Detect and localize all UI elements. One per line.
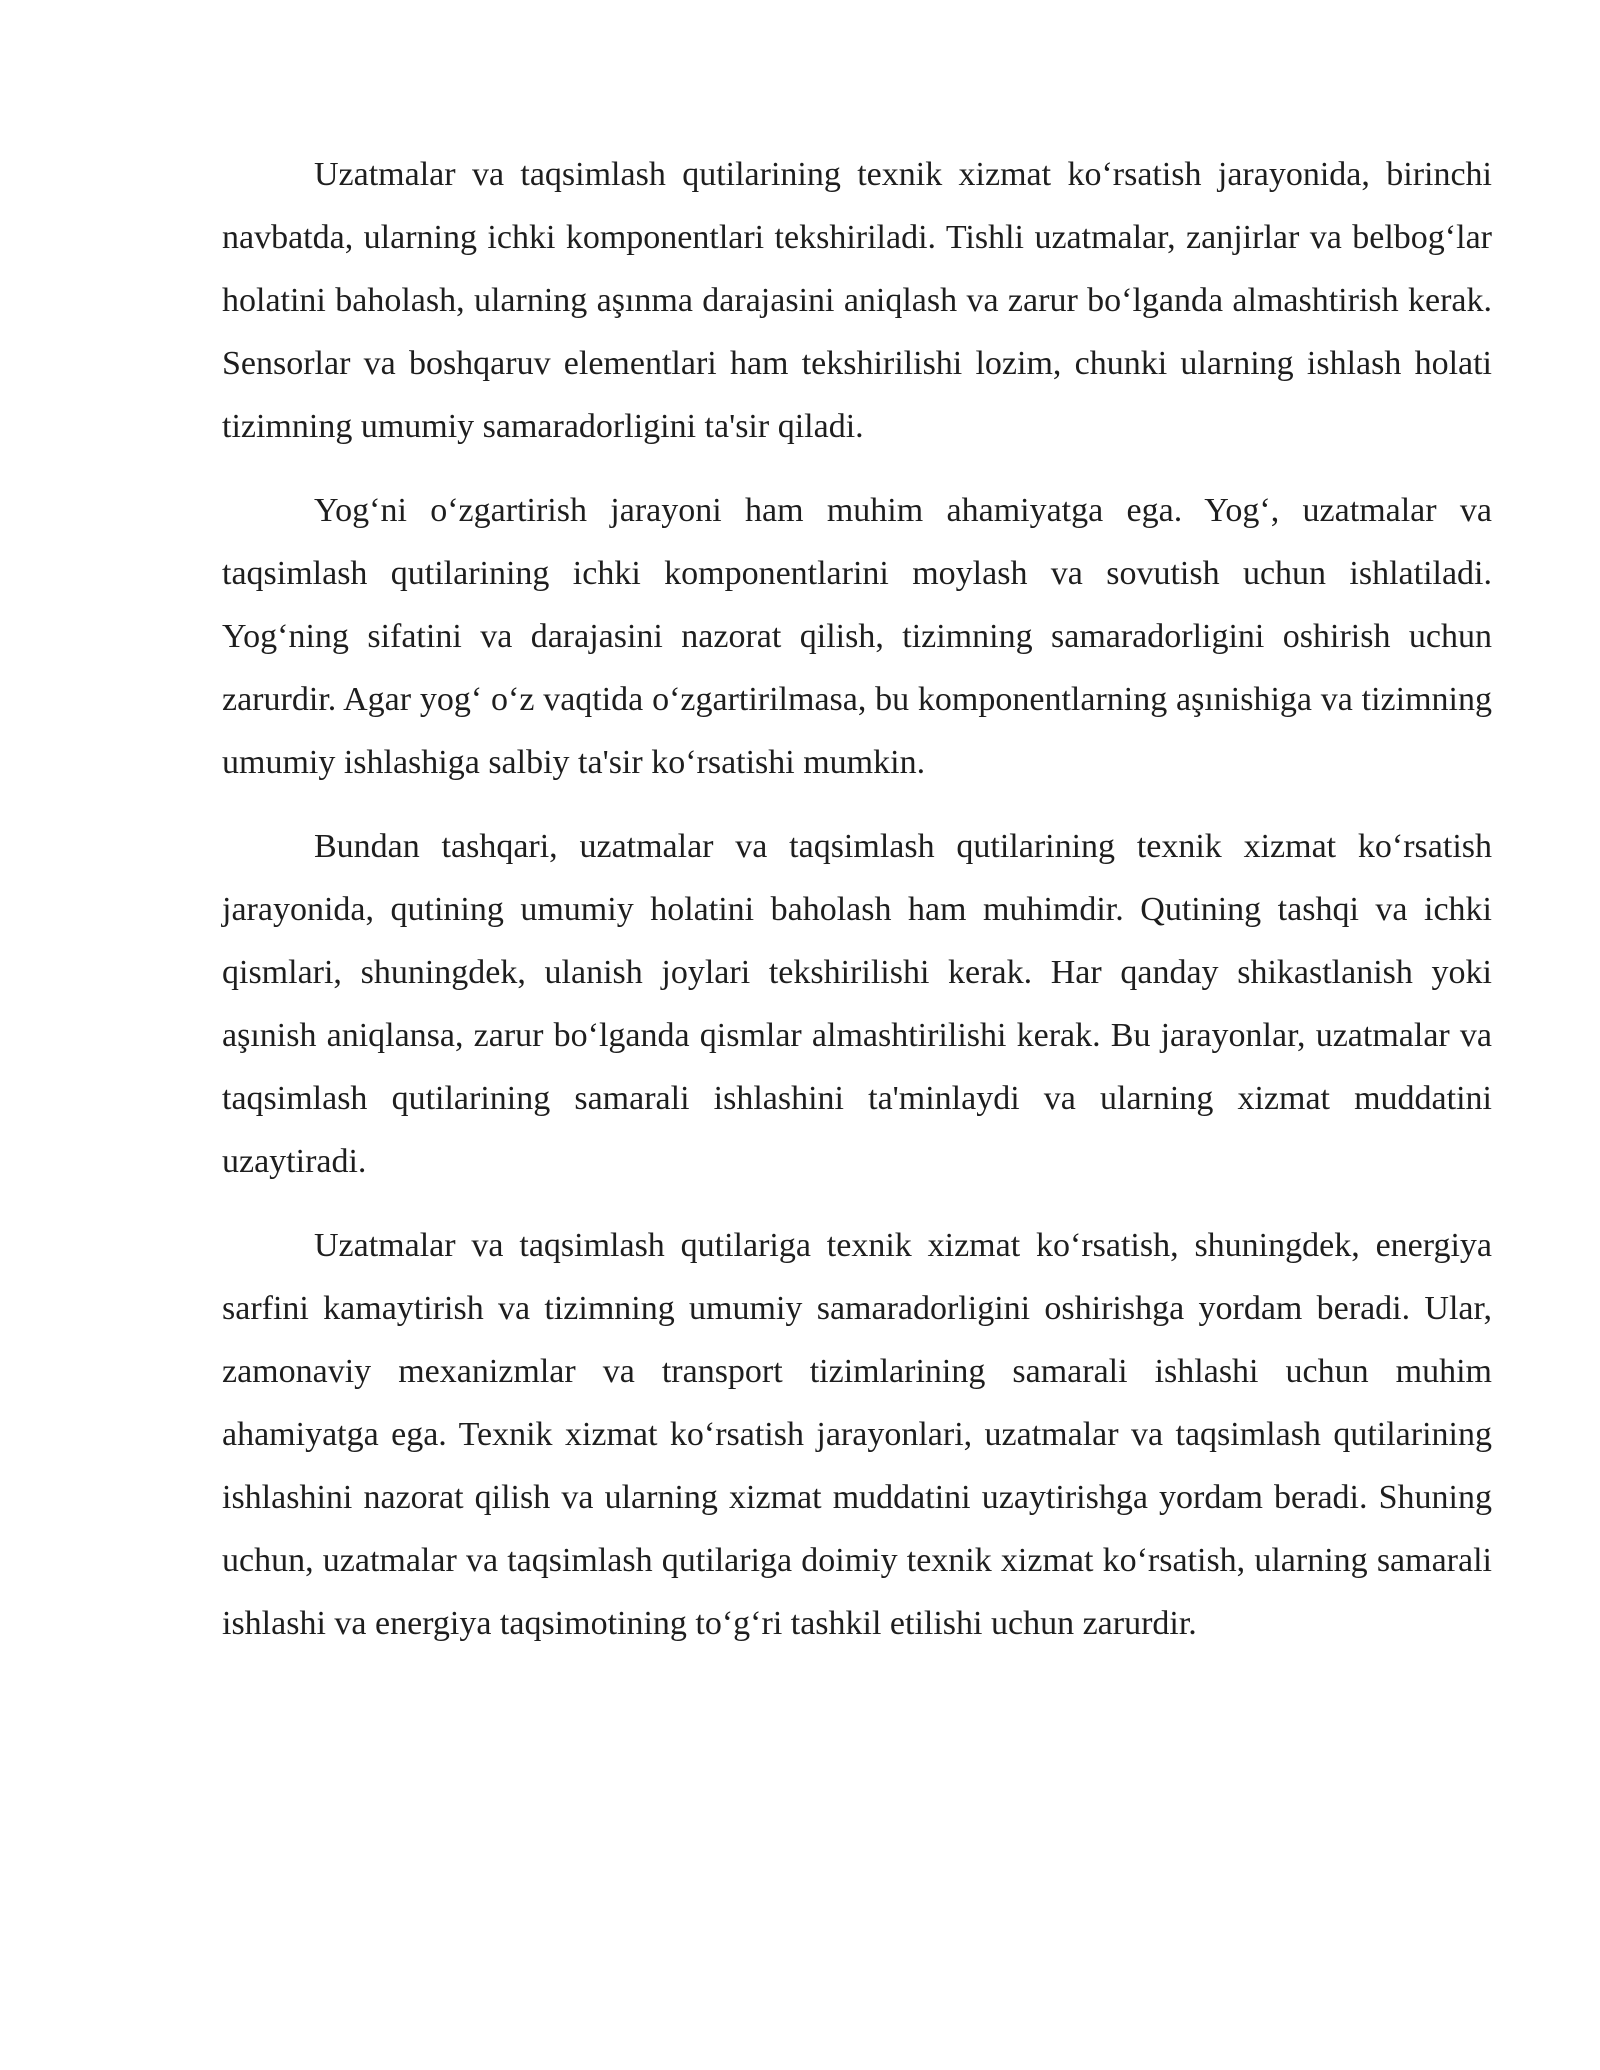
paragraph-3: Bundan tashqari, uzatmalar va taqsimlash qutilarining texnik xizmat ko‘rsatish jarayonida, qutining umumiy holatini baholash ham muhimdir. Qutining tashqi va ichki qismlari, shuningdek, ulanish joylari tekshirilishi kerak. Har qanday shikastlanish yoki aşınish aniqlansa, zarur bo‘lganda qismlar almashtirilishi kerak. Bu jarayonlar, uzatmalar va taqsimlash qutilarining samarali ishlashini ta'minlaydi va ularning xizmat muddatini uzaytiradi. [222, 828, 1492, 1180]
paragraph-1: Uzatmalar va taqsimlash qutilarining texnik xizmat ko‘rsatish jarayonida, birinchi navbatda, ularning ichki komponentlari tekshiriladi. Tishli uzatmalar, zanjirlar va belbog‘lar holatini baholash, ularning aşınma darajasini aniqlash va zarur bo‘lganda almashtirish kerak. Sensorlar va boshqaruv elementlari ham tekshirilishi lozim, chunki ularning ishlash holati tizimning umumiy samaradorligini ta'sir qiladi. [222, 156, 1492, 445]
document-body [222, 143, 1492, 1676]
paragraph-2: Yog‘ni o‘zgartirish jarayoni ham muhim ahamiyatga ega. Yog‘, uzatmalar va taqsimlash qutilarining ichki komponentlarini moylash va sovutish uchun ishlatiladi. Yog‘ning sifatini va darajasini nazorat qilish, tizimning samaradorligini oshirish uchun zarurdir. Agar yog‘ o‘z vaqtida o‘zgartirilmasa, bu komponentlarning aşınishiga va tizimning umumiy ishlashiga salbiy ta'sir ko‘rsatishi mumkin. [222, 492, 1492, 781]
paragraph-4: Uzatmalar va taqsimlash qutilariga texnik xizmat ko‘rsatish, shuningdek, energiya sarfini kamaytirish va tizimning umumiy samaradorligini oshirishga yordam beradi. Ular, zamonaviy mexanizmlar va transport tizimlarining samarali ishlashi uchun muhim ahamiyatga ega. Texnik xizmat ko‘rsatish jarayonlari, uzatmalar va taqsimlash qutilarining ishlashini nazorat qilish va ularning xizmat muddatini uzaytirishga yordam beradi. Shuning uchun, uzatmalar va taqsimlash qutilariga doimiy texnik xizmat ko‘rsatish, ularning samarali ishlashi va energiya taqsimotining to‘g‘ri tashkil etilishi uchun zarurdir. [222, 1227, 1492, 1642]
